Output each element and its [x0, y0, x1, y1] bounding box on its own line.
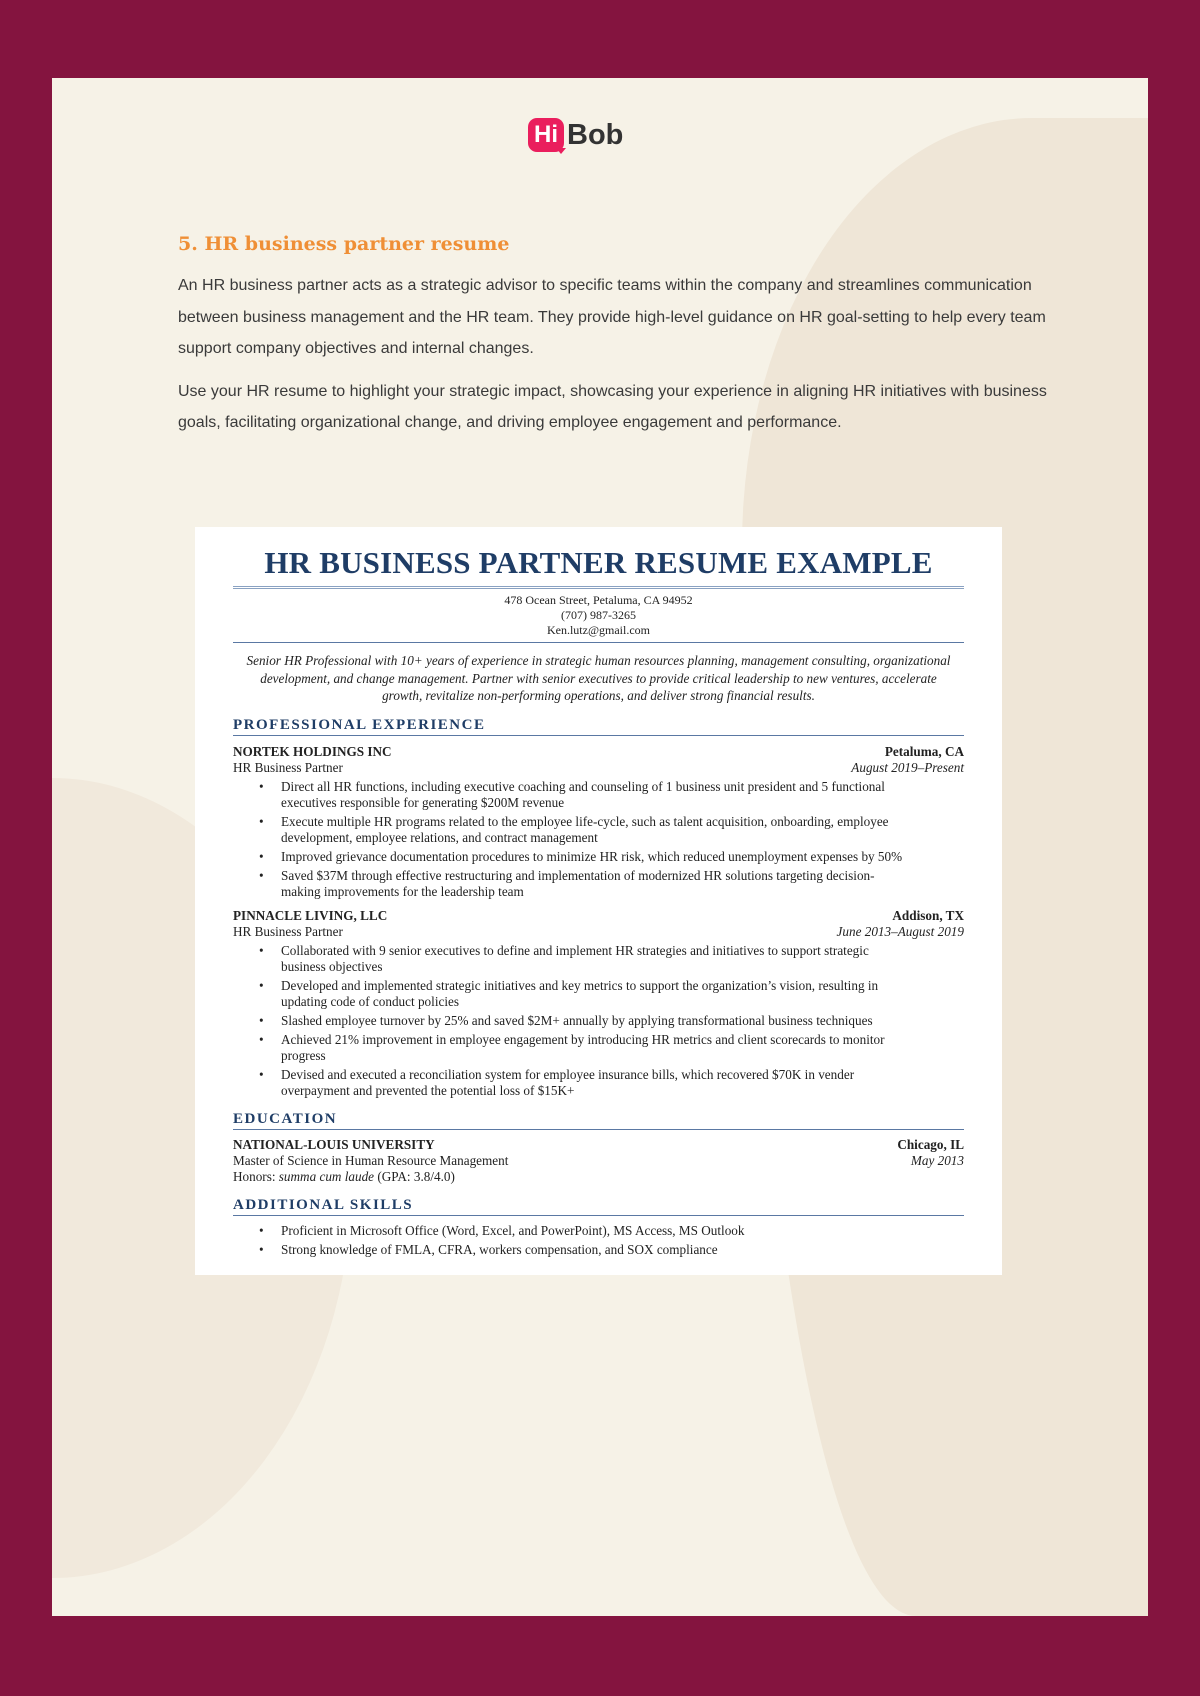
summary: Senior HR Professional with 10+ years of experience in strategic human resources planning, management consulting, organizational development, and change management. Partner with senior executives to provide critical leadership to new ventures, accelerate growth, revitalize non-performing operations, and deliver strong financial results. [246, 653, 951, 703]
skills-list [281, 1223, 964, 1258]
gpa: (GPA: 3.8/4.0) [374, 1168, 455, 1184]
intro-paragraph: Use your HR resume to highlight your strategic impact, showcasing your experience in aligning HR initiatives with business goals, facilitating organizational change, and driving employee engagement and performance. [178, 382, 1047, 431]
honors [233, 1169, 455, 1185]
hibob-logo [528, 118, 623, 152]
job-list [233, 744, 964, 1099]
intro-paragraph: An HR business partner acts as a strategic advisor to specific teams within the company and streamlines communication between business management and the HR team. They provide high-level guidance on HR goal-setting to help every team support company objectives and internal changes. [178, 277, 1046, 357]
bullet-item: • Execute multiple HR programs related to the employee life-cycle, such as talent acquisition, onboarding, employee development, employee relations, and contract management [281, 814, 906, 846]
job-role: HR Business Partner [233, 759, 343, 775]
job-entry [233, 744, 964, 900]
contact-info [233, 593, 964, 638]
resume-title: HR BUSINESS PARTNER RESUME EXAMPLE [264, 545, 933, 580]
email: Ken.lutz@gmail.com [546, 623, 651, 637]
bullet-item: • Saved $37M through effective restructuring and implementation of modernized HR solutions targeting decision-making improvements for the leadership team [281, 868, 906, 900]
job-bullets [281, 779, 964, 900]
logo-text: Bob [567, 118, 624, 151]
phone: (707) 987-3265 [561, 608, 636, 622]
skill-item: • Strong knowledge of FMLA, CFRA, workers compensation, and SOX compliance [281, 1242, 906, 1258]
job-location: Addison, TX [892, 907, 964, 923]
bullet-item: • Achieved 21% improvement in employee engagement by introducing HR metrics and client scorecards to monitor progress [281, 1032, 906, 1064]
section-heading: 5. HR business partner resume [178, 233, 510, 255]
honors-label: Honors: [233, 1168, 279, 1184]
school: NATIONAL-LOUIS UNIVERSITY [233, 1136, 435, 1152]
bullet-item: • Direct all HR functions, including executive coaching and counseling of 1 business unit president and 5 functional executives responsible for generating $200M revenue [281, 779, 906, 811]
company: PINNACLE LIVING, LLC [233, 907, 388, 923]
graduation-date: May 2013 [910, 1152, 964, 1168]
job-role: HR Business Partner [233, 923, 343, 939]
skill-item: • Proficient in Microsoft Office (Word, Excel, and PowerPoint), MS Access, MS Outlook [281, 1223, 906, 1239]
intro-text [178, 270, 1058, 450]
divider [233, 642, 964, 643]
company: NORTEK HOLDINGS INC [233, 743, 392, 759]
degree: Master of Science in Human Resource Management [233, 1152, 509, 1168]
bullet-item: • Slashed employee turnover by 25% and saved $2M+ annually by applying transformational business techniques [281, 1013, 906, 1029]
education-entry [233, 1137, 964, 1185]
school-location: Chicago, IL [897, 1136, 964, 1152]
address: 478 Ocean Street, Petaluma, CA 94952 [504, 593, 693, 607]
bullet-item: • Developed and implemented strategic initiatives and key metrics to support the organization’s vision, resulting in updating code of conduct policies [281, 978, 906, 1010]
job-dates: June 2013–August 2019 [836, 923, 964, 939]
job-dates: August 2019–Present [851, 759, 964, 775]
skills-heading: ADDITIONAL SKILLS [233, 1196, 964, 1216]
bullet-item: • Improved grievance documentation procedures to minimize HR risk, which reduced unemployment expenses by 50% [281, 849, 906, 865]
bullet-item: • Collaborated with 9 senior executives to define and implement HR strategies and initiatives to support strategic business objectives [281, 943, 906, 975]
resume-example [195, 527, 1002, 1275]
education-heading: EDUCATION [233, 1110, 964, 1130]
job-bullets [281, 943, 964, 1099]
job-location: Petaluma, CA [884, 743, 964, 759]
honors-value: summa cum laude [278, 1168, 375, 1184]
bullet-item: • Devised and executed a reconciliation system for employee insurance bills, which recovered $70K in vender overpayment and prevented the potential loss of $15K+ [281, 1067, 906, 1099]
job-entry [233, 908, 964, 1099]
logo-speech-bubble: Hi [528, 118, 564, 152]
experience-heading: PROFESSIONAL EXPERIENCE [233, 716, 964, 736]
divider [233, 586, 964, 589]
